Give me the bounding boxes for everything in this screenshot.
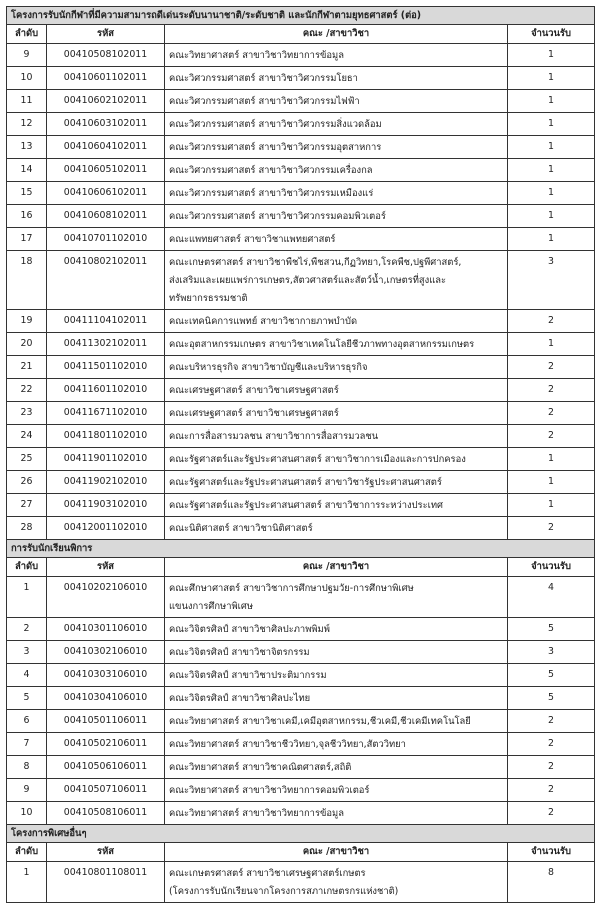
column-header-code: รหัส xyxy=(47,843,165,862)
cell-quota: 1 xyxy=(508,182,595,205)
faculty-line: คณะรัฐศาสตร์และรัฐประศาสนศาสตร์ สาขาวิชาการระหว่างประเทศ xyxy=(169,500,443,511)
faculty-line: คณะศึกษาศาสตร์ สาขาวิชาการศึกษาปฐมวัย-การศึกษาพิเศษ xyxy=(169,583,414,594)
cell-faculty xyxy=(165,517,508,540)
cell-quota: 2 xyxy=(508,517,595,540)
table-row xyxy=(7,802,595,825)
table-row xyxy=(7,228,595,251)
cell-faculty xyxy=(165,710,508,733)
cell-faculty xyxy=(165,687,508,710)
table-row xyxy=(7,113,595,136)
column-header-row xyxy=(7,843,595,862)
cell-no: 20 xyxy=(7,333,47,356)
column-header-no: ลำดับ xyxy=(7,843,47,862)
cell-quota: 1 xyxy=(508,333,595,356)
cell-no: 9 xyxy=(7,779,47,802)
cell-no: 5 xyxy=(7,687,47,710)
cell-code: 00410301106010 xyxy=(47,618,165,641)
table-row xyxy=(7,687,595,710)
table-row xyxy=(7,333,595,356)
cell-faculty xyxy=(165,471,508,494)
section-title-row xyxy=(7,7,595,25)
table-row xyxy=(7,517,595,540)
cell-quota: 1 xyxy=(508,44,595,67)
cell-code: 00411901102010 xyxy=(47,448,165,471)
cell-faculty xyxy=(165,159,508,182)
cell-no: 27 xyxy=(7,494,47,517)
faculty-line: คณะวิศวกรรมศาสตร์ สาขาวิชาวิศวกรรมคอมพิวเตอร์ xyxy=(169,211,386,222)
table-row xyxy=(7,90,595,113)
admission-quota-table xyxy=(6,6,595,903)
cell-code: 00412001102010 xyxy=(47,517,165,540)
cell-code: 00410501106011 xyxy=(47,710,165,733)
faculty-line: คณะวิศวกรรมศาสตร์ สาขาวิชาวิศวกรรมโยธา xyxy=(169,73,358,84)
cell-code: 00411302102011 xyxy=(47,333,165,356)
cell-quota: 5 xyxy=(508,664,595,687)
column-header-row xyxy=(7,558,595,577)
faculty-line: คณะวิทยาศาสตร์ สาขาวิชาวิทยาการข้อมูล xyxy=(169,808,344,819)
cell-code: 00410602102011 xyxy=(47,90,165,113)
faculty-line: คณะอุตสาหกรรมเกษตร สาขาวิชาเทคโนโลยีชีวภาพทางอุตสาหกรรมเกษตร xyxy=(169,339,475,350)
faculty-line: คณะวิจิตรศิลป์ สาขาวิชาศิลปะภาพพิมพ์ xyxy=(169,624,330,635)
cell-faculty xyxy=(165,641,508,664)
cell-no: 19 xyxy=(7,310,47,333)
faculty-line: คณะการสื่อสารมวลชน สาขาวิชาการสื่อสารมวลชน xyxy=(169,431,379,442)
cell-code: 00410502106011 xyxy=(47,733,165,756)
column-header-code: รหัส xyxy=(47,558,165,577)
cell-no: 17 xyxy=(7,228,47,251)
table-row xyxy=(7,44,595,67)
cell-quota: 5 xyxy=(508,618,595,641)
cell-faculty xyxy=(165,205,508,228)
cell-faculty xyxy=(165,802,508,825)
faculty-line: คณะเกษตรศาสตร์ สาขาวิชาพืชไร่,พืชสวน,กีฏวิทยา,โรคพืช,ปฐพีศาสตร์, xyxy=(169,257,462,268)
column-header-faculty: คณะ /สาขาวิชา xyxy=(165,25,508,44)
table-row xyxy=(7,710,595,733)
table-row xyxy=(7,251,595,310)
table-row xyxy=(7,618,595,641)
section-title: การรับนักเรียนพิการ xyxy=(7,540,595,558)
admission-quota-document xyxy=(6,6,594,903)
cell-code: 00410701102010 xyxy=(47,228,165,251)
cell-quota: 1 xyxy=(508,205,595,228)
cell-quota: 2 xyxy=(508,310,595,333)
cell-quota: 2 xyxy=(508,356,595,379)
cell-code: 00410608102011 xyxy=(47,205,165,228)
cell-faculty xyxy=(165,494,508,517)
cell-quota: 2 xyxy=(508,802,595,825)
cell-code: 00410506106011 xyxy=(47,756,165,779)
column-header-quota: จำนวนรับ xyxy=(508,558,595,577)
cell-code: 00411601102010 xyxy=(47,379,165,402)
cell-faculty xyxy=(165,113,508,136)
column-header-quota: จำนวนรับ xyxy=(508,843,595,862)
cell-faculty xyxy=(165,425,508,448)
cell-faculty xyxy=(165,90,508,113)
faculty-line: คณะแพทยศาสตร์ สาขาวิชาแพทยศาสตร์ xyxy=(169,234,336,245)
cell-no: 9 xyxy=(7,44,47,67)
table-row xyxy=(7,67,595,90)
cell-code: 00410508106011 xyxy=(47,802,165,825)
cell-faculty xyxy=(165,618,508,641)
faculty-line: แขนงการศึกษาพิเศษ xyxy=(169,601,253,612)
cell-no: 1 xyxy=(7,577,47,618)
cell-no: 3 xyxy=(7,641,47,664)
cell-quota: 2 xyxy=(508,379,595,402)
cell-no: 18 xyxy=(7,251,47,310)
faculty-line: คณะนิติศาสตร์ สาขาวิชานิติศาสตร์ xyxy=(169,523,313,534)
cell-code: 00410601102011 xyxy=(47,67,165,90)
cell-quota: 2 xyxy=(508,710,595,733)
faculty-line: คณะเกษตรศาสตร์ สาขาวิชาเศรษฐศาสตร์เกษตร xyxy=(169,868,366,879)
cell-quota: 3 xyxy=(508,641,595,664)
cell-quota: 2 xyxy=(508,402,595,425)
faculty-line: ส่งเสริมและเผยแพร่การเกษตร,สัตวศาสตร์และสัตว์น้ำ,เกษตรที่สูงและ xyxy=(169,275,447,286)
faculty-line: คณะวิศวกรรมศาสตร์ สาขาวิชาวิศวกรรมอุตสาหการ xyxy=(169,142,382,153)
cell-quota: 1 xyxy=(508,67,595,90)
cell-code: 00411903102010 xyxy=(47,494,165,517)
cell-no: 6 xyxy=(7,710,47,733)
faculty-line: ทรัพยากรธรรมชาติ xyxy=(169,293,248,304)
cell-quota: 2 xyxy=(508,425,595,448)
cell-no: 28 xyxy=(7,517,47,540)
faculty-line: คณะรัฐศาสตร์และรัฐประศาสนศาสตร์ สาขาวิชาการเมืองและการปกครอง xyxy=(169,454,466,465)
cell-faculty xyxy=(165,862,508,903)
faculty-line: คณะวิทยาศาสตร์ สาขาวิชาคณิตศาสตร์,สถิติ xyxy=(169,762,352,773)
faculty-line: คณะเศรษฐศาสตร์ สาขาวิชาเศรษฐศาสตร์ xyxy=(169,385,339,396)
column-header-quota: จำนวนรับ xyxy=(508,25,595,44)
cell-code: 00411104102011 xyxy=(47,310,165,333)
section-title: โครงการรับนักกีฬาที่มีความสามารถดีเด่นระดับนานาชาติ/ระดับชาติ และนักกีฬาตามยุทธศาสตร์ (ต่อ) xyxy=(7,7,595,25)
cell-no: 26 xyxy=(7,471,47,494)
faculty-line: คณะวิจิตรศิลป์ สาขาวิชาศิลปะไทย xyxy=(169,693,311,704)
cell-quota: 1 xyxy=(508,471,595,494)
cell-quota: 1 xyxy=(508,136,595,159)
cell-quota: 1 xyxy=(508,113,595,136)
cell-no: 24 xyxy=(7,425,47,448)
cell-code: 00410508102011 xyxy=(47,44,165,67)
faculty-line: คณะวิทยาศาสตร์ สาขาวิชาวิทยาการข้อมูล xyxy=(169,50,344,61)
cell-quota: 4 xyxy=(508,577,595,618)
cell-quota: 1 xyxy=(508,494,595,517)
faculty-line: คณะวิทยาศาสตร์ สาขาวิชาชีววิทยา,จุลชีววิทยา,สัตววิทยา xyxy=(169,739,406,750)
cell-faculty xyxy=(165,733,508,756)
cell-no: 13 xyxy=(7,136,47,159)
cell-quota: 1 xyxy=(508,90,595,113)
cell-no: 2 xyxy=(7,618,47,641)
cell-no: 10 xyxy=(7,67,47,90)
cell-quota: 3 xyxy=(508,251,595,310)
faculty-line: คณะวิศวกรรมศาสตร์ สาขาวิชาวิศวกรรมเหมืองแร่ xyxy=(169,188,374,199)
cell-no: 8 xyxy=(7,756,47,779)
table-row xyxy=(7,779,595,802)
faculty-line: คณะวิศวกรรมศาสตร์ สาขาวิชาวิศวกรรมไฟฟ้า xyxy=(169,96,360,107)
cell-code: 00410801108011 xyxy=(47,862,165,903)
cell-faculty xyxy=(165,251,508,310)
faculty-line: คณะวิทยาศาสตร์ สาขาวิชาเคมี,เคมีอุตสาหกรรม,ชีวเคมี,ชีวเคมีเทคโนโลยี xyxy=(169,716,471,727)
table-row xyxy=(7,664,595,687)
cell-code: 00410606102011 xyxy=(47,182,165,205)
cell-no: 10 xyxy=(7,802,47,825)
cell-quota: 1 xyxy=(508,159,595,182)
cell-code: 00411671102010 xyxy=(47,402,165,425)
cell-faculty xyxy=(165,136,508,159)
table-row xyxy=(7,448,595,471)
cell-no: 25 xyxy=(7,448,47,471)
table-row xyxy=(7,159,595,182)
faculty-line: (โครงการรับนักเรียนจากโครงการสภาเกษตรกรแห่งชาติ) xyxy=(169,886,399,897)
section-title-row xyxy=(7,825,595,843)
table-row xyxy=(7,862,595,903)
cell-code: 00410802102011 xyxy=(47,251,165,310)
cell-code: 00410507106011 xyxy=(47,779,165,802)
column-header-no: ลำดับ xyxy=(7,25,47,44)
cell-faculty xyxy=(165,402,508,425)
column-header-code: รหัส xyxy=(47,25,165,44)
cell-faculty xyxy=(165,228,508,251)
cell-quota: 5 xyxy=(508,687,595,710)
table-row xyxy=(7,379,595,402)
cell-quota: 2 xyxy=(508,779,595,802)
cell-no: 7 xyxy=(7,733,47,756)
table-row xyxy=(7,205,595,228)
faculty-line: คณะวิทยาศาสตร์ สาขาวิชาวิทยาการคอมพิวเตอร์ xyxy=(169,785,370,796)
table-row xyxy=(7,641,595,664)
table-row xyxy=(7,471,595,494)
cell-code: 00411501102010 xyxy=(47,356,165,379)
faculty-line: คณะวิศวกรรมศาสตร์ สาขาวิชาวิศวกรรมสิ่งแวดล้อม xyxy=(169,119,382,130)
cell-no: 22 xyxy=(7,379,47,402)
cell-quota: 8 xyxy=(508,862,595,903)
section-title-row xyxy=(7,540,595,558)
faculty-line: คณะเศรษฐศาสตร์ สาขาวิชาเศรษฐศาสตร์ xyxy=(169,408,339,419)
table-row xyxy=(7,756,595,779)
cell-no: 21 xyxy=(7,356,47,379)
column-header-row xyxy=(7,25,595,44)
table-row xyxy=(7,402,595,425)
cell-quota: 1 xyxy=(508,228,595,251)
cell-faculty xyxy=(165,448,508,471)
cell-faculty xyxy=(165,379,508,402)
cell-faculty xyxy=(165,577,508,618)
column-header-no: ลำดับ xyxy=(7,558,47,577)
cell-quota: 1 xyxy=(508,448,595,471)
column-header-faculty: คณะ /สาขาวิชา xyxy=(165,843,508,862)
cell-code: 00410302106010 xyxy=(47,641,165,664)
cell-faculty xyxy=(165,44,508,67)
table-row xyxy=(7,494,595,517)
faculty-line: คณะรัฐศาสตร์และรัฐประศาสนศาสตร์ สาขาวิชารัฐประศาสนศาสตร์ xyxy=(169,477,442,488)
cell-faculty xyxy=(165,356,508,379)
cell-no: 11 xyxy=(7,90,47,113)
table-row xyxy=(7,136,595,159)
cell-faculty xyxy=(165,67,508,90)
cell-no: 16 xyxy=(7,205,47,228)
cell-faculty xyxy=(165,756,508,779)
faculty-line: คณะบริหารธุรกิจ สาขาวิชาบัญชีและบริหารธุรกิจ xyxy=(169,362,368,373)
table-row xyxy=(7,356,595,379)
cell-no: 12 xyxy=(7,113,47,136)
cell-quota: 2 xyxy=(508,756,595,779)
cell-code: 00410605102011 xyxy=(47,159,165,182)
table-row xyxy=(7,182,595,205)
table-row xyxy=(7,577,595,618)
cell-faculty xyxy=(165,310,508,333)
column-header-faculty: คณะ /สาขาวิชา xyxy=(165,558,508,577)
cell-code: 00410604102011 xyxy=(47,136,165,159)
cell-code: 00411902102010 xyxy=(47,471,165,494)
faculty-line: คณะวิจิตรศิลป์ สาขาวิชาจิตรกรรม xyxy=(169,647,310,658)
faculty-line: คณะวิจิตรศิลป์ สาขาวิชาประติมากรรม xyxy=(169,670,327,681)
table-row xyxy=(7,310,595,333)
table-row xyxy=(7,425,595,448)
cell-code: 00410303106010 xyxy=(47,664,165,687)
cell-faculty xyxy=(165,664,508,687)
faculty-line: คณะวิศวกรรมศาสตร์ สาขาวิชาวิศวกรรมเครื่องกล xyxy=(169,165,373,176)
cell-no: 23 xyxy=(7,402,47,425)
section-title: โครงการพิเศษอื่นๆ xyxy=(7,825,595,843)
cell-faculty xyxy=(165,333,508,356)
cell-no: 14 xyxy=(7,159,47,182)
faculty-line: คณะเทคนิคการแพทย์ สาขาวิชากายภาพบำบัด xyxy=(169,316,358,327)
cell-code: 00411801102010 xyxy=(47,425,165,448)
cell-code: 00410202106010 xyxy=(47,577,165,618)
cell-code: 00410304106010 xyxy=(47,687,165,710)
cell-faculty xyxy=(165,779,508,802)
table-row xyxy=(7,733,595,756)
cell-faculty xyxy=(165,182,508,205)
cell-quota: 2 xyxy=(508,733,595,756)
cell-code: 00410603102011 xyxy=(47,113,165,136)
cell-no: 4 xyxy=(7,664,47,687)
cell-no: 15 xyxy=(7,182,47,205)
cell-no: 1 xyxy=(7,862,47,903)
